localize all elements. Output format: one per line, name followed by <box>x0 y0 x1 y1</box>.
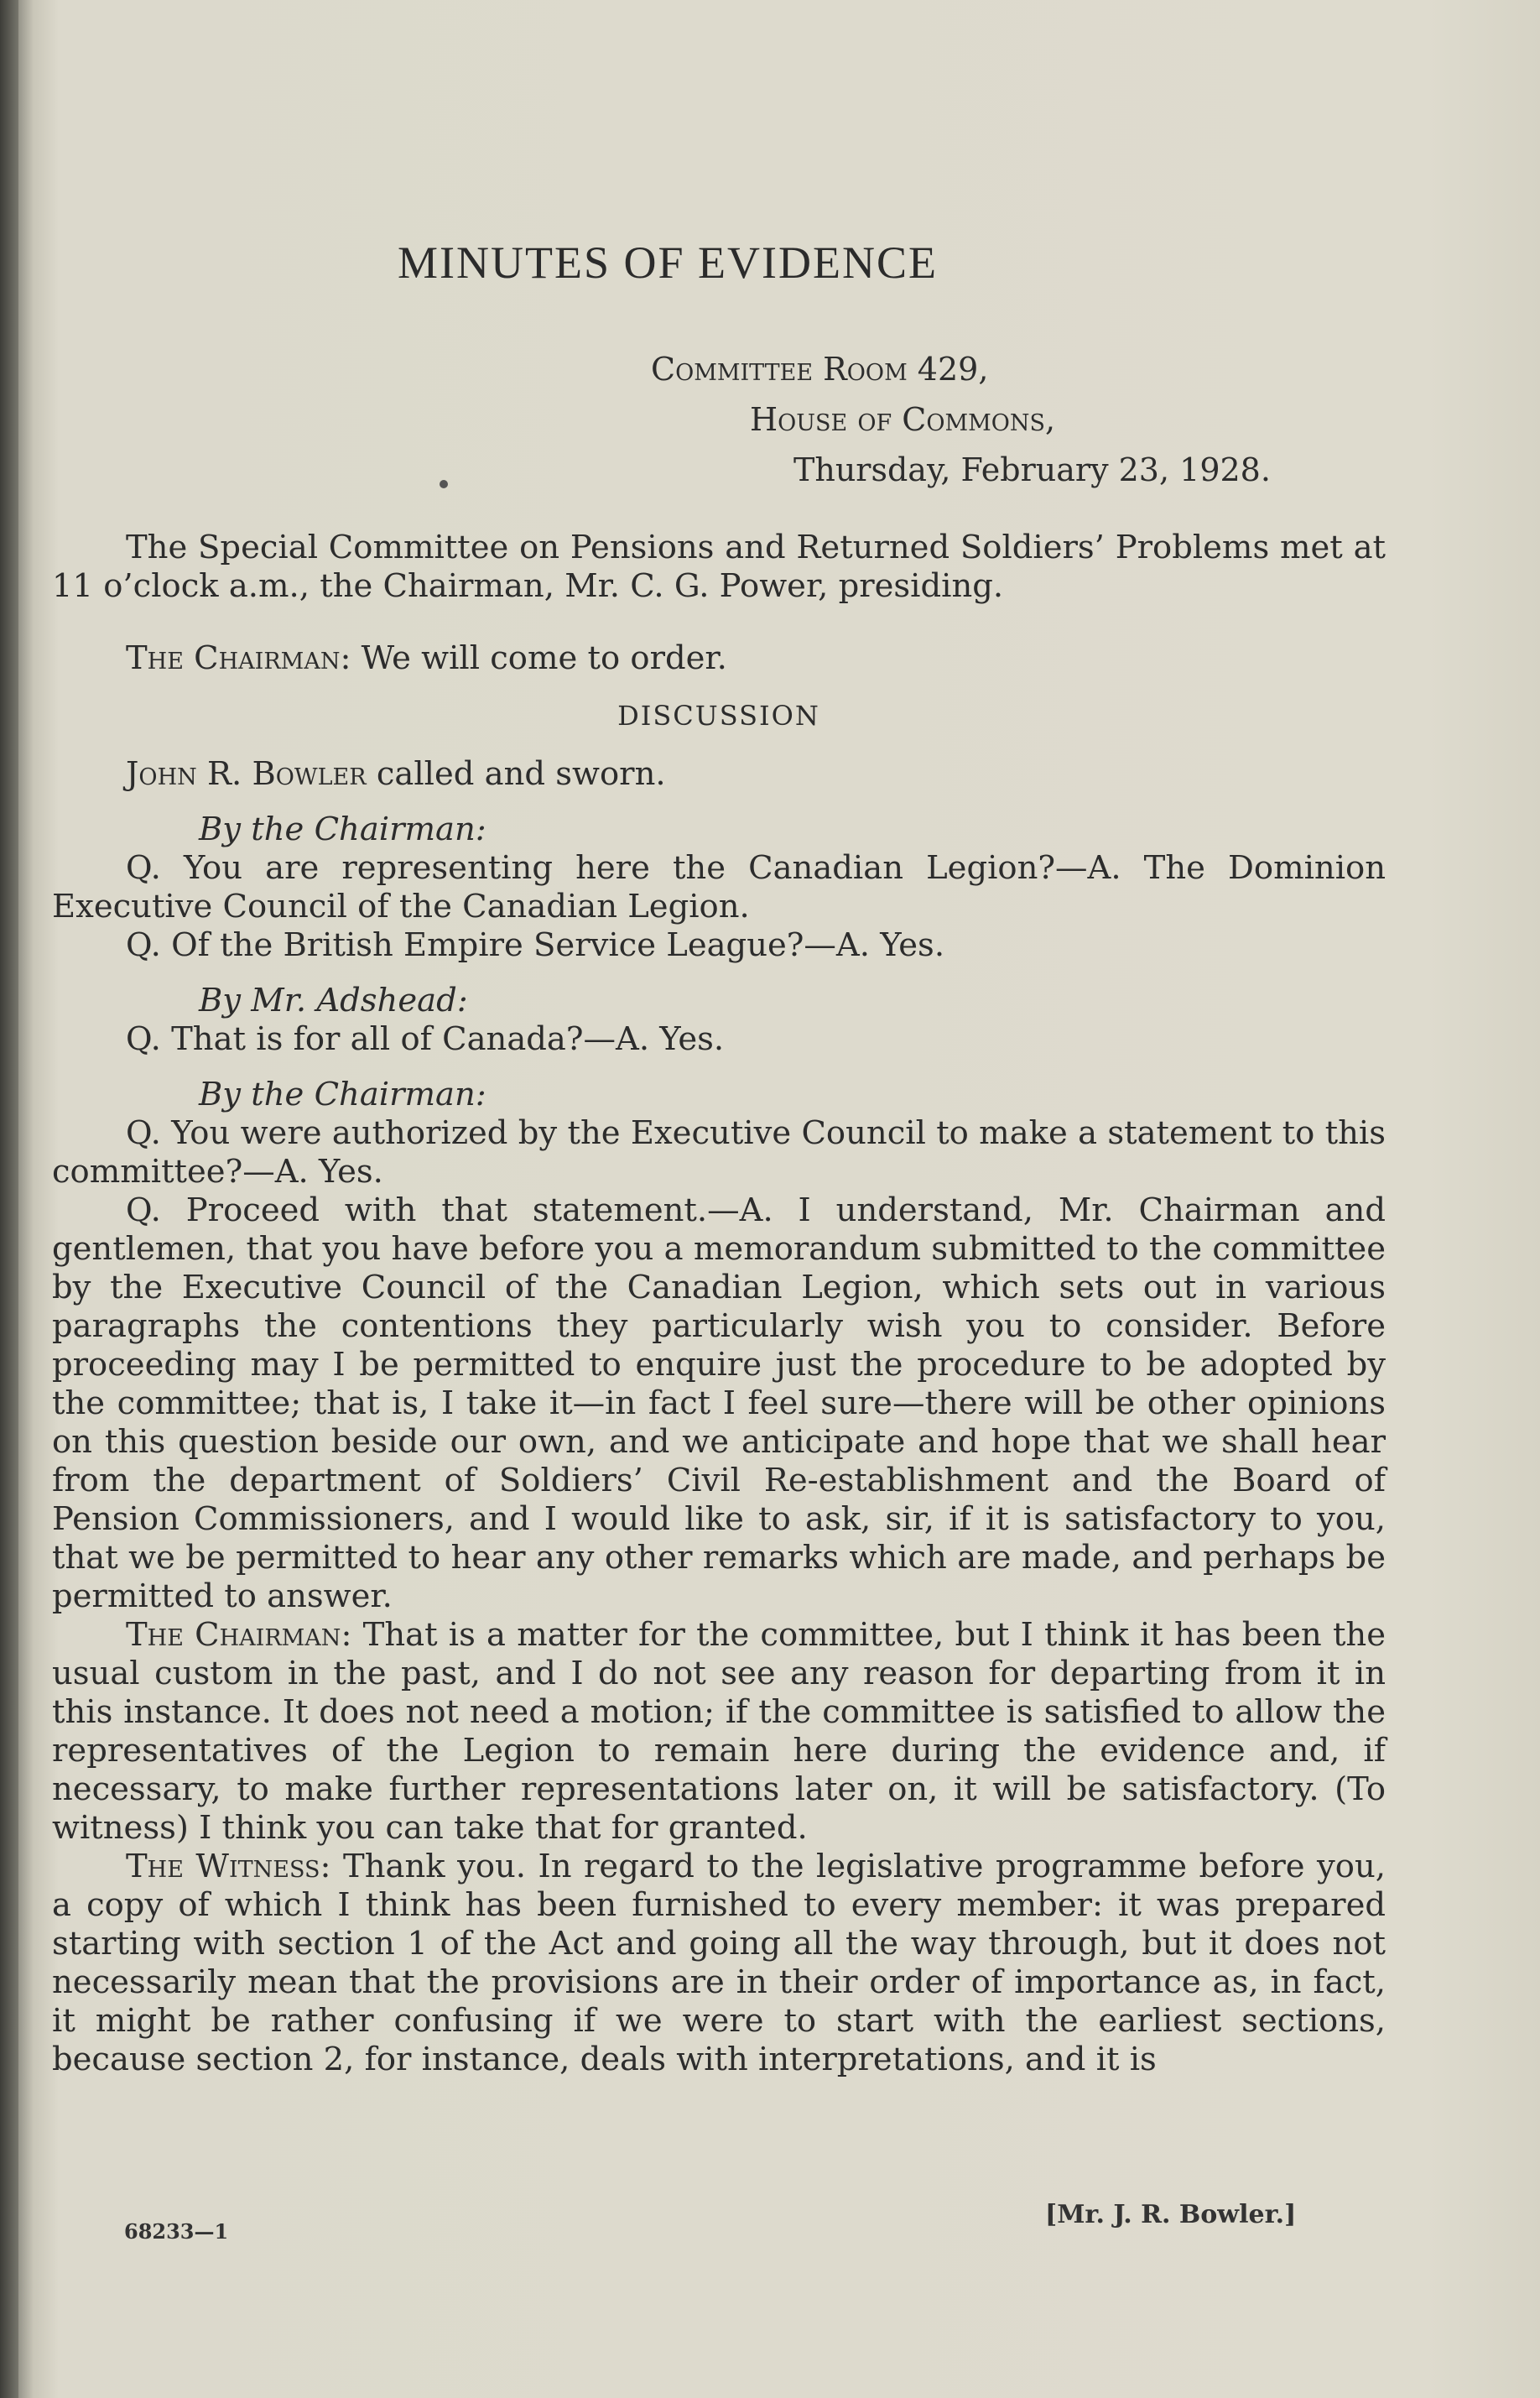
question-3: Q. That is for all of Canada?—A. Yes. <box>126 1020 725 1058</box>
speaker-label: The Chairman <box>126 639 341 677</box>
document-body <box>52 529 1386 2079</box>
ink-spot <box>440 480 448 488</box>
examiner-heading-1: By the Chairman: <box>199 811 486 848</box>
examiner-heading-2: By Mr. Adshead: <box>199 982 468 1019</box>
discussion-heading: DISCUSSION <box>617 700 820 732</box>
address-line-2: House of Commons, <box>750 401 1056 438</box>
question-2: Q. Of the British Empire Service League?—A. Yes. <box>126 926 945 964</box>
address-line-1: Committee Room 429, <box>651 351 989 388</box>
speaker-label: The Witness <box>126 1848 320 1885</box>
witness-response: The Witness: Thank you. In regard to the legislative programme before you, a copy of which I think has been furnished to every member: it was prepared starting with section 1 of the Act and going all the way through, but it does not necessarily mean that the provisions are in their order of importance as, in fact, it might be rather confusing if we were to start with the earliest sections, because section 2, for instance, deals with interpretations, and it is <box>52 1848 1386 2078</box>
witness-name: John R. Bowler <box>126 755 367 793</box>
chairman-order: The Chairman: We will come to order. <box>126 639 727 677</box>
page-title: MINUTES OF EVIDENCE <box>398 237 938 288</box>
examiner-heading-3: By the Chairman: <box>199 1076 486 1113</box>
question-1: Q. You are representing here the Canadian Legion?—A. The Dominion Executive Council of the Canadian Legion. <box>52 849 1386 925</box>
opening-paragraph: The Special Committee on Pensions and Returned Soldiers’ Problems met at 11 o’clock a.m., the Chairman, Mr. C. G. Power, presiding. <box>52 529 1386 605</box>
question-5: Q. Proceed with that statement.—A. I understand, Mr. Chairman and gentlemen, that you have before you a memorandum submitted to the committee by the Executive Council of the Canadian Legion, which sets out in various paragraphs the contentions they particularly wish you to consider. Before proceeding may I be permitted to enquire just the procedure to be adopted by the committee; that is, I take it—in fact I feel sure—there will be other opinions on this question beside our own, and we anticipate and hope that we shall hear from the department of Soldiers’ Civil Re-establishment and the Board of Pension Commissioners, and I would like to ask, sir, if it is satisfactory to you, that we be permitted to hear any other remarks which are made, and perhaps be permitted to answer. <box>52 1191 1386 1615</box>
question-4: Q. You were authorized by the Executive Council to make a statement to this committee?—A. Yes. <box>52 1114 1386 1191</box>
speaker-footer: [Mr. J. R. Bowler.] <box>1045 2200 1297 2229</box>
chairman-response: The Chairman: That is a matter for the committee, but I think it has been the usual custom in the past, and I do not see any reason for departing from it in this instance. It does not need a motion; if the committee is satisfied to allow the representatives of the Legion to remain here during the evidence and, if necessary, to make further representations later on, it will be satisfactory. (To witness) I think you can take that for granted. <box>52 1616 1386 1847</box>
address-line-3: Thursday, February 23, 1928. <box>793 451 1271 488</box>
book-spine-shadow <box>0 0 18 2398</box>
witness-sworn: John R. Bowler called and sworn. <box>126 755 666 793</box>
speaker-label: The Chairman <box>126 1616 341 1654</box>
print-number: 68233—1 <box>124 2219 229 2244</box>
